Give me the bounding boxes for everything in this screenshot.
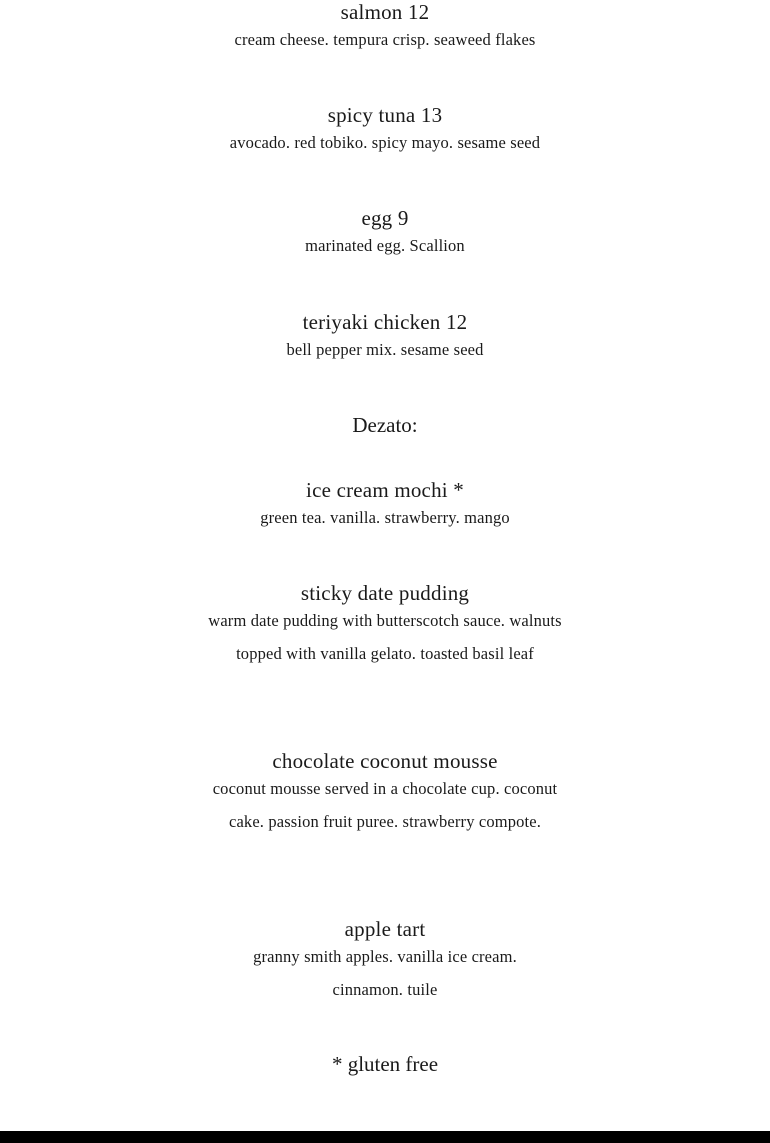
bottom-bar xyxy=(0,1131,770,1143)
item-description: coconut mousse served in a chocolate cup. coconut cake. passion fruit puree. strawberry compote. xyxy=(212,779,558,831)
menu-item-chocolate-coconut-mousse xyxy=(0,749,770,838)
menu-item-spicy-tuna xyxy=(0,103,770,160)
item-description: cream cheese. tempura crisp. seaweed flakes xyxy=(234,30,536,49)
item-title: sticky date pudding xyxy=(300,581,470,605)
item-title: teriyaki chicken 12 xyxy=(302,310,468,334)
menu-item-sticky-date-pudding xyxy=(0,581,770,670)
footnote xyxy=(0,1052,770,1076)
menu-item-ice-cream-mochi xyxy=(0,478,770,535)
item-title: chocolate coconut mousse xyxy=(272,749,498,773)
menu-item-egg xyxy=(0,206,770,263)
item-description: avocado. red tobiko. spicy mayo. sesame seed xyxy=(229,133,541,152)
menu-item-salmon xyxy=(0,0,770,57)
dessert-section-heading xyxy=(0,413,770,437)
item-title: spicy tuna 13 xyxy=(327,103,443,127)
item-description: bell pepper mix. sesame seed xyxy=(286,340,484,359)
item-title: ice cream mochi * xyxy=(306,478,464,502)
section-title: Dezato: xyxy=(352,413,418,437)
item-title: salmon 12 xyxy=(340,0,430,24)
item-description: marinated egg. Scallion xyxy=(305,236,465,255)
item-description: warm date pudding with butterscotch sauce. walnuts topped with vanilla gelato. toasted basil leaf xyxy=(208,611,562,663)
item-description: green tea. vanilla. strawberry. mango xyxy=(260,508,510,527)
gluten-free-note: * gluten free xyxy=(331,1052,439,1076)
item-title: apple tart xyxy=(344,917,426,941)
item-title: egg 9 xyxy=(361,206,409,230)
item-description: granny smith apples. vanilla ice cream. cinnamon. tuile xyxy=(253,947,517,999)
menu-item-apple-tart xyxy=(0,917,770,1006)
menu-item-teriyaki-chicken xyxy=(0,310,770,367)
